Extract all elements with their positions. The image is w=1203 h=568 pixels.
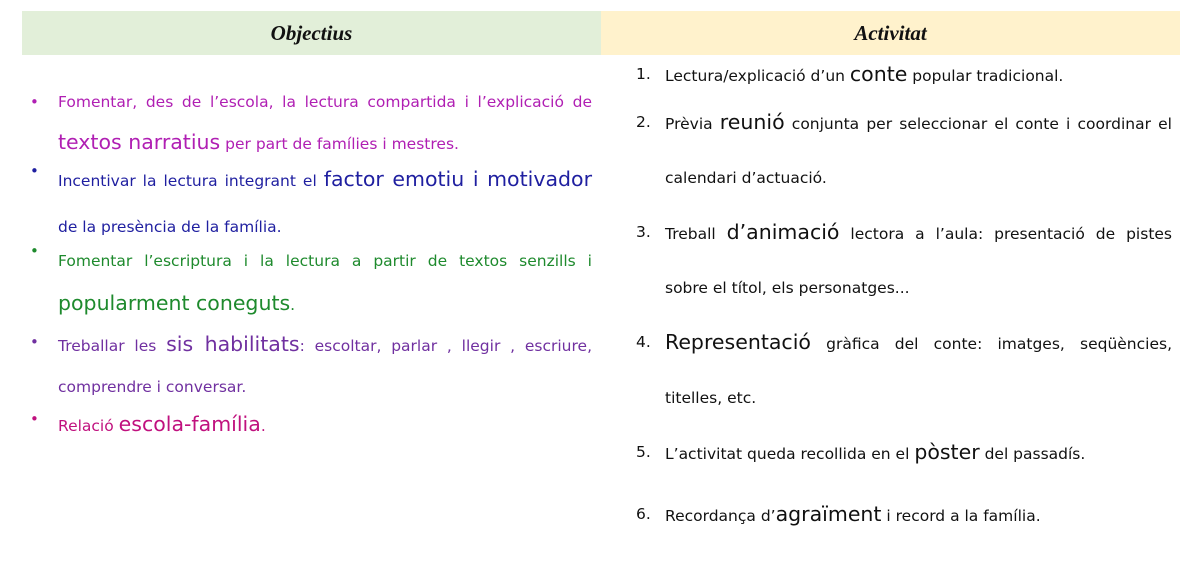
activity-text — [665, 425, 1172, 481]
activity-number: 5. — [636, 443, 651, 461]
activity-text-pre: Recordança d’ — [665, 507, 776, 525]
objective-text — [58, 156, 592, 250]
activity-text — [665, 55, 1172, 95]
activity-text-pre: Treball — [665, 225, 727, 243]
activity-text-pre: Lectura/explicació d’un — [665, 67, 850, 85]
objective-item — [22, 324, 592, 408]
objective-highlight: escola-família — [118, 412, 261, 436]
objective-item — [22, 156, 592, 250]
activity-item — [628, 95, 1172, 205]
objective-highlight: popularment coneguts — [58, 291, 291, 315]
activity-list — [628, 55, 1172, 543]
bullet-icon: • — [30, 242, 39, 260]
objective-text-pre: Treballar les — [58, 337, 167, 355]
objective-item — [22, 403, 592, 447]
objective-text-post: : escoltar, parlar , llegir , escriure, comprendre i conversar. — [58, 337, 592, 396]
objective-item — [22, 240, 592, 326]
activity-number: 4. — [636, 333, 651, 351]
activity-item — [628, 205, 1172, 315]
objective-text-post: . — [290, 296, 296, 314]
activity-item — [628, 487, 1172, 543]
objective-text-post: de la presència de la família. — [58, 218, 282, 236]
objective-text — [58, 82, 592, 164]
activity-item — [628, 425, 1172, 481]
activity-text-pre: L’activitat queda recollida en el — [665, 445, 915, 463]
activity-number: 2. — [636, 113, 651, 131]
objective-text-post: per part de famílies i mestres. — [220, 135, 459, 153]
objective-highlight: textos narratius — [58, 130, 221, 154]
activity-highlight: d’animació — [726, 220, 840, 244]
activity-text-pre: Prèvia — [665, 115, 720, 133]
activity-text-post: gràfica del conte: imatges, seqüències, titelles, etc. — [665, 335, 1172, 407]
objective-text — [58, 240, 592, 326]
objectives-list — [22, 80, 592, 447]
activity-highlight: reunió — [719, 110, 785, 134]
objective-highlight: sis habilitats — [166, 332, 300, 356]
activity-number: 1. — [636, 65, 651, 83]
objective-text-pre: Relació — [58, 417, 119, 435]
activity-header: Activitat — [601, 11, 1180, 55]
objective-text-pre: Incentivar la lectura integrant el — [58, 172, 324, 190]
activity-text — [665, 315, 1172, 425]
activity-text-post: conjunta per seleccionar el conte i coordinar el calendari d’actuació. — [665, 115, 1172, 187]
bullet-icon: • — [30, 162, 39, 180]
objective-text-pre: Fomentar l’escriptura i la lectura a partir de textos senzills i — [58, 252, 592, 270]
activity-highlight: pòster — [914, 440, 980, 464]
activity-item — [628, 55, 1172, 95]
objectives-header: Objectius — [22, 11, 601, 55]
activity-text-post: lectora a l’aula: presentació de pistes sobre el títol, els personatges... — [665, 225, 1173, 297]
objective-text-pre: Fomentar, des de l’escola, la lectura compartida i l’explicació de — [58, 93, 592, 111]
activity-text — [665, 487, 1172, 543]
activity-text-post: popular tradicional. — [907, 67, 1064, 85]
activity-number: 6. — [636, 505, 651, 523]
objective-text — [58, 324, 592, 408]
objective-text-post: . — [260, 417, 266, 435]
bullet-icon: • — [30, 93, 39, 111]
activity-number: 3. — [636, 223, 651, 241]
activity-text — [665, 95, 1172, 205]
objective-item — [22, 82, 592, 164]
activity-text-post: i record a la família. — [881, 507, 1041, 525]
activity-text — [665, 205, 1172, 315]
activity-highlight: conte — [849, 62, 908, 86]
activity-highlight: agraïment — [775, 502, 882, 526]
objective-highlight: factor emotiu i motivador — [323, 167, 593, 191]
activity-highlight: Representació — [665, 330, 811, 354]
bullet-icon: • — [30, 333, 39, 351]
activity-text-post: del passadís. — [979, 445, 1086, 463]
bullet-icon: • — [30, 410, 39, 428]
objective-text — [58, 403, 592, 447]
activity-item — [628, 315, 1172, 425]
